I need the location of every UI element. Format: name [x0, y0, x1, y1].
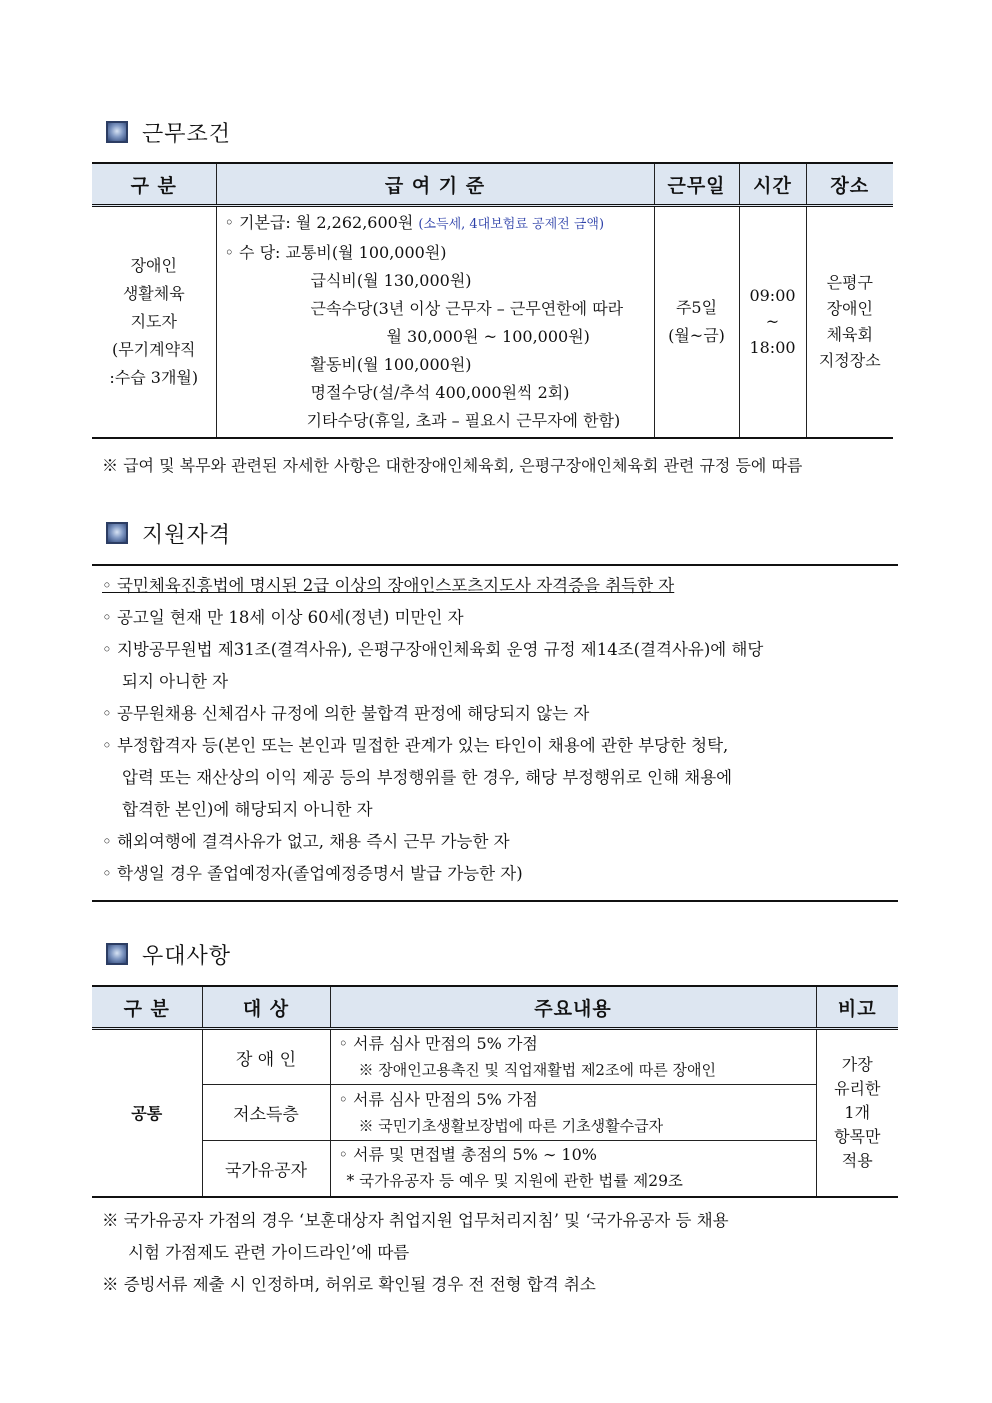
pay-line: 급식비(월 130,000원) [310, 271, 472, 290]
days-line: 주5일 [675, 298, 718, 317]
section-title: 지원자격 [142, 522, 232, 548]
header-category: 구 분 [92, 163, 216, 206]
pay-line: ◦ 수 당: 교통비(월 100,000원) [224, 243, 447, 262]
remark-line: 유리한 [834, 1078, 881, 1098]
place-line: 체육회 [826, 325, 873, 344]
work-conditions-table [92, 162, 893, 439]
target-cell: 장 애 인 [202, 1029, 330, 1085]
pay-line: 기타수당(휴일, 초과 – 필요시 근무자에 한함) [306, 411, 621, 430]
group-cell: 공통 [92, 1029, 202, 1197]
qualification-item: ◦ 학생일 경우 졸업예정자(졸업예정증명서 발급 가능한 자) [102, 864, 523, 883]
remark-line: 가장 [841, 1054, 873, 1074]
sub-text: ※ 국민기초생활보장법에 따른 기초생활수급자 [358, 1116, 664, 1135]
main-cell [330, 1085, 816, 1141]
category-cell [92, 206, 216, 439]
main-cell [330, 1029, 816, 1085]
pay-line: ◦ 기본급: 월 2,262,600원 (소득세, 4대보험료 공제전 금액) [224, 213, 605, 232]
header-pay: 급 여 기 준 [216, 163, 654, 206]
section-title: 우대사항 [142, 943, 232, 969]
preference-table [92, 985, 898, 1198]
qualification-item: ◦ 공무원채용 신체검사 규정에 의한 불합격 판정에 해당되지 않는 자 [102, 704, 590, 723]
pay-cell [216, 206, 654, 439]
time-cell [739, 206, 806, 439]
square-bullet-icon [106, 943, 128, 965]
category-line: 생활체육 [122, 284, 185, 303]
header-days: 근무일 [654, 163, 739, 206]
main-text: ◦ 서류 및 면접별 총점의 5% ∼ 10% [338, 1145, 597, 1165]
place-line: 지정장소 [818, 351, 881, 370]
qualification-item: ◦ 해외여행에 결격사유가 없고, 채용 즉시 근무 가능한 자 [102, 832, 510, 851]
remark-line: 적용 [841, 1150, 873, 1170]
remark-line: 항목만 [834, 1126, 881, 1146]
category-line: :수습 3개월) [109, 368, 199, 387]
category-line: 장애인 [130, 256, 177, 275]
target-cell: 저소득층 [202, 1085, 330, 1141]
category-line: 지도자 [130, 312, 177, 331]
qualification-item: ◦ 공고일 현재 만 18세 이상 60세(정년) 미만인 자 [102, 608, 464, 627]
time-line: 09:00 [749, 286, 796, 305]
days-line: (월~금) [668, 326, 725, 345]
sub-text: ※ 장애인고용촉진 및 직업재활법 제2조에 따른 장애인 [358, 1061, 716, 1079]
header-place: 장소 [806, 163, 893, 206]
header-remark: 비고 [816, 986, 898, 1029]
main-text: ◦ 서류 심사 만점의 5% 가점 [338, 1089, 538, 1109]
qualification-item: ◦ 국민체육진흥법에 명시된 2급 이상의 장애인스포츠지도사 자격증을 취득한 자 [102, 576, 675, 595]
square-bullet-icon [106, 121, 128, 143]
place-line: 장애인 [826, 299, 873, 318]
time-line: ~ [765, 312, 780, 331]
note-line: 시험 가점제도 관련 가이드라인’에 따름 [128, 1243, 410, 1262]
preference-notes [102, 1205, 729, 1301]
qualification-item: ◦ 지방공무원법 제31조(결격사유), 은평구장애인체육회 운영 규정 제14조(결격사유)에 해당 [102, 640, 764, 659]
category-line: (무기계약직 [111, 340, 196, 359]
section-header-qualification [106, 518, 231, 548]
square-bullet-icon [106, 522, 128, 544]
header-category: 구 분 [92, 986, 202, 1029]
header-target: 대 상 [202, 986, 330, 1029]
place-cell [806, 206, 893, 439]
place-line: 은평구 [826, 273, 873, 292]
remark-cell [816, 1029, 898, 1197]
main-cell [330, 1141, 816, 1197]
remark-line: 1개 [844, 1102, 871, 1122]
target-cell: 국가유공자 [202, 1141, 330, 1197]
section-title: 근무조건 [142, 121, 232, 147]
time-line: 18:00 [749, 338, 796, 357]
header-main: 주요내용 [330, 986, 816, 1029]
note-line: ※ 증빙서류 제출 시 인정하며, 허위로 확인될 경우 전 전형 합격 취소 [102, 1275, 596, 1294]
pay-line: 근속수당(3년 이상 근무자 – 근무연한에 따라 [310, 299, 624, 318]
days-cell [654, 206, 739, 439]
qualification-item: ◦ 부정합격자 등(본인 또는 본인과 밀접한 관계가 있는 타인이 채용에 관한 부당한 청탁, [102, 736, 729, 755]
section-header-work [106, 117, 231, 147]
note-line: ※ 국가유공자 가점의 경우 ‘보훈대상자 취업지원 업무처리지침’ 및 ‘국가유공자 등 채용 [102, 1211, 729, 1230]
work-footnote: ※ 급여 및 복무와 관련된 자세한 사항은 대한장애인체육회, 은평구장애인체육회 관련 규정 등에 따름 [102, 456, 803, 475]
pay-line: 월 30,000원 ~ 100,000원) [386, 327, 590, 346]
section-header-preference [106, 939, 231, 969]
qualification-item: 되지 아니한 자 [122, 672, 229, 691]
pay-line: 활동비(월 100,000원) [310, 355, 472, 374]
header-time: 시간 [739, 163, 806, 206]
qualification-item: 압력 또는 재산상의 이익 제공 등의 부정행위를 한 경우, 해당 부정행위로 인해 채용에 [122, 768, 733, 787]
qualification-item: 합격한 본인)에 해당되지 아니한 자 [122, 800, 373, 819]
qualification-box [92, 564, 898, 902]
sub-text: * 국가유공자 등 예우 및 지원에 관한 법률 제29조 [346, 1172, 683, 1191]
main-text: ◦ 서류 심사 만점의 5% 가점 [338, 1034, 538, 1053]
pay-line: 명절수당(설/추석 400,000원씩 2회) [310, 383, 570, 402]
